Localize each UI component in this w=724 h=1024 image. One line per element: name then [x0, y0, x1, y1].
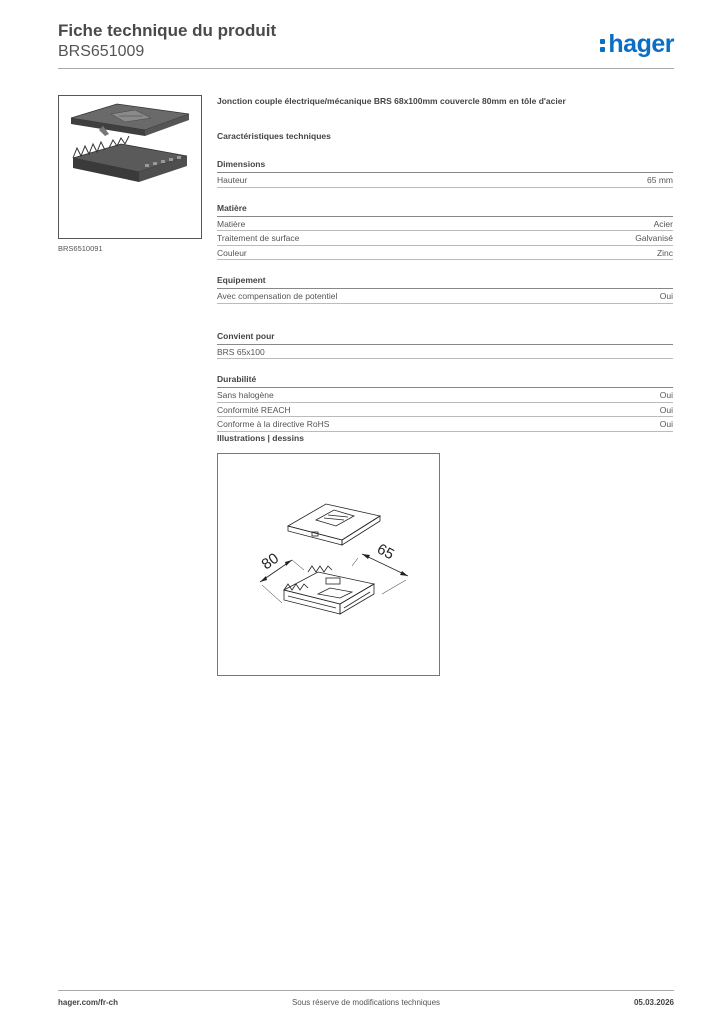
spec-row	[217, 289, 673, 304]
product-reference: BRS651009	[58, 43, 145, 60]
spec-value: Oui	[659, 404, 673, 415]
spec-label: Couleur	[217, 247, 247, 258]
group-title: Convient pour	[217, 330, 673, 345]
group-equipment	[217, 274, 673, 304]
logo-text: hager	[608, 30, 674, 58]
spec-value: 65 mm	[647, 175, 673, 185]
product-description: Jonction couple électrique/mécanique BRS 68x100mm couvercle 80mm en tôle d'acier	[217, 96, 566, 106]
dimension-label-65: 65	[374, 540, 397, 564]
technical-drawing	[217, 453, 440, 676]
spec-row	[217, 231, 673, 246]
spec-row	[217, 388, 673, 403]
group-title: Dimensions	[217, 158, 673, 173]
spec-label: Sans halogène	[217, 390, 274, 400]
illustrations-title: Illustrations | dessins	[217, 433, 304, 443]
spec-row	[217, 345, 673, 360]
photo-caption: BRS6510091	[58, 244, 103, 253]
spec-label: Matière	[217, 218, 246, 229]
spec-label: Avec compensation de potentiel	[217, 291, 338, 301]
spec-row	[217, 246, 673, 261]
dimension-label-80: 80	[258, 549, 282, 574]
spec-value: Oui	[659, 390, 673, 400]
footer-website-link[interactable]: hager.com/fr-ch	[58, 998, 119, 1007]
spec-row	[217, 217, 673, 232]
spec-row	[217, 417, 673, 432]
spec-row	[217, 403, 673, 418]
spec-label: Conforme à la directive RoHS	[217, 419, 330, 429]
spec-value: Oui	[659, 419, 673, 429]
footer-date: 05.03.2026	[633, 998, 674, 1007]
footer-divider	[58, 990, 674, 991]
technical-drawing-icon	[218, 454, 439, 675]
group-title: Durabilité	[217, 373, 673, 388]
footer-notice: Sous réserve de modifications techniques	[291, 998, 441, 1007]
spec-label: Traitement de surface	[217, 233, 300, 243]
tech-section-title: Caractéristiques techniques	[217, 131, 331, 141]
logo-dots-icon	[600, 34, 606, 54]
group-dimensions	[217, 158, 673, 188]
spec-value: Zinc	[656, 247, 673, 258]
spec-value: Galvanisé	[635, 233, 673, 243]
product-photo	[58, 95, 202, 239]
header-divider	[58, 68, 674, 69]
group-durability	[217, 373, 673, 432]
group-material	[217, 202, 673, 261]
group-title: Matière	[217, 202, 673, 217]
spec-value: Acier	[653, 218, 673, 229]
spec-label: BRS 65x100	[217, 346, 265, 357]
spec-label: Conformité REACH	[217, 404, 291, 415]
hager-logo[interactable]	[600, 30, 674, 59]
spec-label: Hauteur	[217, 175, 248, 185]
spec-value: Oui	[659, 291, 673, 301]
main-content	[217, 95, 673, 446]
product-photo-icon	[59, 96, 201, 238]
spec-row	[217, 173, 673, 188]
document-title: Fiche technique du produit	[58, 21, 277, 40]
group-title: Equipement	[217, 274, 673, 289]
group-suitable-for	[217, 330, 673, 360]
page-header	[58, 20, 674, 68]
